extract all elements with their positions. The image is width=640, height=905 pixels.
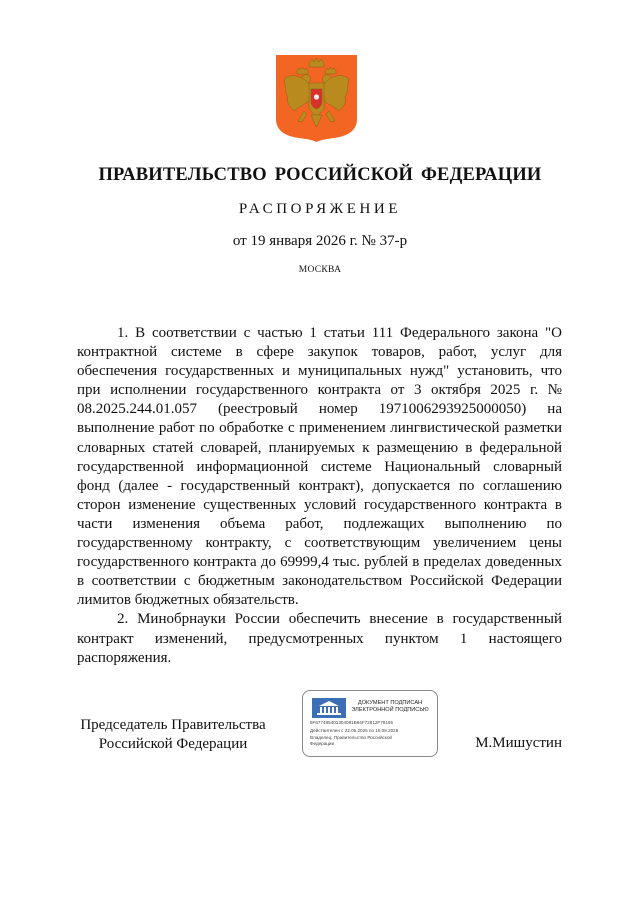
signatory-position-line1: Председатель Правительства — [80, 717, 266, 733]
stamp-title-line1: ДОКУМЕНТ ПОДПИСАН — [357, 700, 423, 706]
document-date-number: от 19 января 2026 г. № 37-р — [232, 233, 408, 249]
stamp-title — [343, 700, 437, 714]
document-type: РАСПОРЯЖЕНИЕ — [238, 201, 402, 217]
document-city: МОСКВА — [298, 265, 342, 275]
stamp-validity: Действителен с 22.05.2025 по 15.08.2026 — [310, 728, 399, 733]
stamp-owner-line1: Владелец: Правительство Российской — [310, 735, 392, 740]
paragraph-2: 2. Минобрнауки России обеспечить внесение в государственный контракт изменений, предусмотренных пунктом 1 настоящего распоряжения. — [77, 611, 562, 666]
stamp-title-line2: ЭЛЕКТРОННОЙ ПОДПИСЬЮ — [351, 707, 429, 713]
signatory-name: М.Мишустин — [475, 735, 562, 751]
issuing-authority: ПРАВИТЕЛЬСТВО РОССИЙСКОЙ ФЕДЕРАЦИИ — [98, 165, 542, 185]
government-building-icon — [312, 698, 346, 718]
paragraph-1: 1. В соответствии с частью 1 статьи 111 Федерального закона "О контрактной системе в сфере закупок товаров, работ, услуг для обеспечения государственных и муниципальных нужд" установить, что при исполнении государственного контракта от 3 октября 2025 г. № 08.2025.244.01.057 (реестровый номер 1971006293925000050) на выполнение работ по обработке с применением лингвистической разметки словарных статей словарей, планируемых к размещению в федеральной государственной информационной системе Национальный словарный фонд (далее - государственный контракт), допускается по соглашению сторон изменение существенных условий государственного контракта в части изменения объема работ, подлежащих выполнению по государственному контракту, с соответствующим увеличением цены государственного контракта до 69999,4 тыс. рублей в пределах доведенных в соответствии с бюджетным законодательством Российской Федерации лимитов бюджетных обязательств. — [77, 325, 562, 609]
stamp-certificate: 6F677485401304081B84F72812F79155 — [310, 720, 394, 725]
electronic-signature-stamp — [302, 690, 438, 757]
signatory-position-line2: Российской Федерации — [98, 736, 248, 752]
stamp-owner-line2: Федерации — [310, 741, 335, 746]
coat-of-arms-icon — [276, 55, 357, 142]
signatory-position — [78, 716, 268, 754]
document-body — [77, 324, 562, 668]
